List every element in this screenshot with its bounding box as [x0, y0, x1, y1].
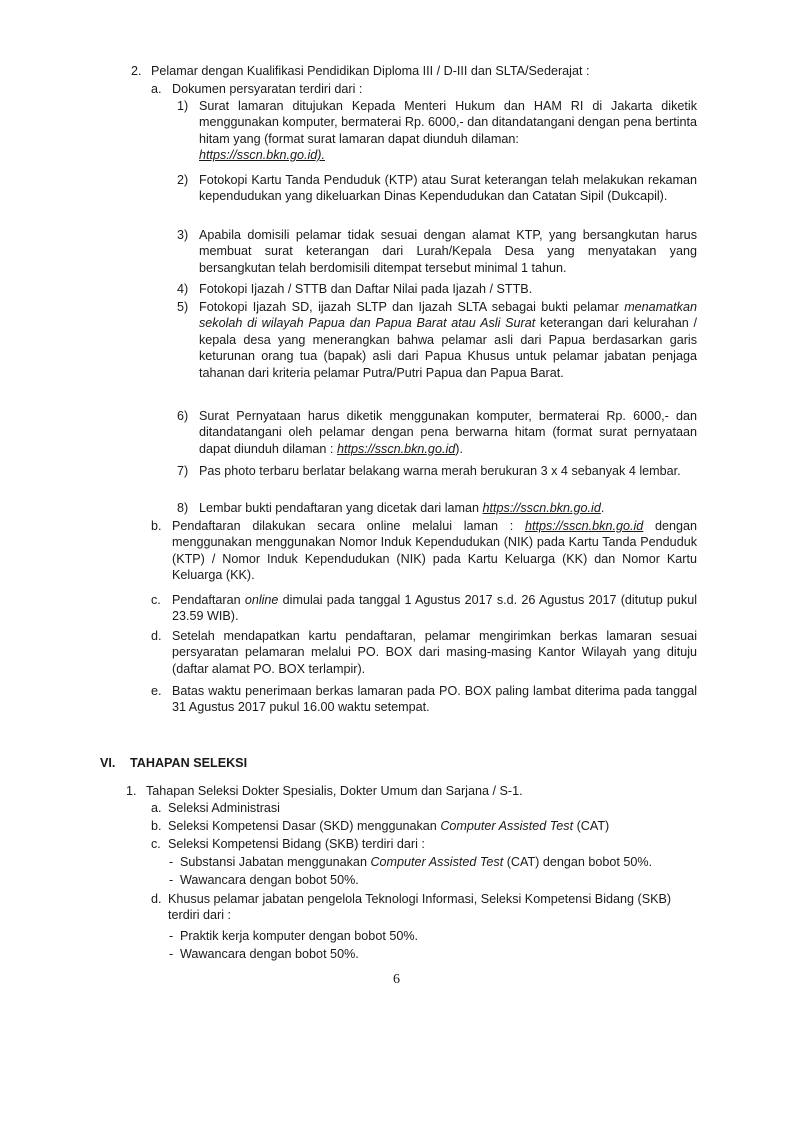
item-2c-marker: c.: [151, 593, 161, 607]
item-2d-text: Setelah mendapatkan kartu pendaftaran, pelamar mengirimkan berkas lamaran sesuai persyaratan pelamaran melalui PO. BOX dari masing-masing Kantor Wilayah yang dituju (daftar alamat PO. BOX terlampir).: [172, 629, 697, 676]
requirement-1-text: Surat lamaran ditujukan Kepada Menteri Hukum dan HAM RI di Jakarta diketik menggunakan komputer, bermaterai Rp. 6000,- dan ditandatangani dengan pena bertinta hitam yang (format surat lamaran dapat diunduh dilaman:: [199, 99, 697, 146]
requirement-5-text-italic: menamatkan sekolah di wilayah Papua dan Papua Barat atau Asli Surat: [199, 300, 697, 331]
requirement-5-number: 5): [177, 300, 189, 314]
stage-1d-sub-2: [169, 946, 729, 962]
stage-1a-marker: a.: [151, 801, 162, 815]
requirement-7-text: Pas photo terbaru berlatar belakang warna merah berukuran 3 x 4 sebanyak 4 lembar.: [199, 464, 681, 478]
stage-1b-text-after: (CAT): [576, 819, 610, 833]
requirement-8-number: 8): [177, 501, 189, 515]
requirement-7: [177, 463, 697, 479]
stage-1d-sub-2-text: Wawancara dengan bobot 50%.: [180, 947, 359, 961]
item-2b-text-after: dengan menggunakan menggunakan Nomor Induk Kependudukan (NIK) pada Kartu Tanda Penduduk (KTP) / Nomor Induk Kependudukan (NIK) pada Kartu Keluarga (KK) dan Nomor Kartu Keluarga (KK).: [172, 519, 698, 583]
page-number: 6: [393, 972, 400, 987]
requirement-5: [177, 299, 697, 381]
stage-1d-sub-1-dash: -: [169, 929, 174, 943]
item-2e: [151, 683, 697, 716]
stage-1a-text: Seleksi Administrasi: [168, 801, 280, 815]
stage-1d-marker: d.: [151, 892, 162, 906]
stage-1b-marker: b.: [151, 819, 162, 833]
item-2d: [151, 628, 697, 677]
item-2b-marker: b.: [151, 519, 162, 533]
requirement-6-tail: ).: [455, 441, 463, 456]
stage-1c: [151, 836, 711, 852]
requirement-1-link[interactable]: https://sscn.bkn.go.id).: [199, 148, 325, 163]
requirement-5-text-before: Fotokopi Ijazah SD, ijazah SLTP dan Ijazah SLTA sebagai bukti pelamar: [199, 300, 619, 314]
requirement-6-number: 6): [177, 409, 189, 423]
requirement-2-text: Fotokopi Kartu Tanda Penduduk (KTP) atau Surat keterangan telah melakukan rekaman kependudukan yang dikeluarkan Dinas Kependudukan dan Catatan Sipil (Dukcapil).: [199, 173, 697, 204]
stage-1d: [151, 891, 691, 924]
selection-stage-1-heading-text: Tahapan Seleksi Dokter Spesialis, Dokter Umum dan Sarjana / S-1.: [146, 784, 523, 798]
requirement-3: [177, 227, 697, 276]
stage-1d-text: Khusus pelamar jabatan pengelola Teknologi Informasi, Seleksi Kompetensi Bidang (SKB) terdiri dari :: [168, 892, 672, 923]
stage-1c-sub-1-text-italic: Computer Assisted Test: [370, 855, 504, 869]
stage-1d-sub-2-dash: -: [169, 947, 174, 961]
stage-1b-text-before: Seleksi Kompetensi Dasar (SKD) menggunakan: [168, 819, 437, 833]
requirement-5-text-after: keterangan dari kelurahan / kepala desa yang menerangkan bahwa pelamar asli dari Papua berdasarkan garis keturunan orang tua (bapak) asli dari Papua Khusus untuk pelamar jabatan penjaga tahanan dari kriteria pelamar Putra/Putri Papua dan Papua Barat.: [199, 316, 698, 380]
requirement-8: [177, 500, 697, 516]
stage-1c-sub-1-text-before: Substansi Jabatan menggunakan: [180, 855, 367, 869]
stage-1d-sub-1-text: Praktik kerja komputer dengan bobot 50%.: [180, 929, 419, 943]
item-2c: [151, 592, 697, 625]
item-2b-link[interactable]: https://sscn.bkn.go.id: [524, 519, 644, 533]
requirement-3-number: 3): [177, 228, 189, 242]
item-2c-text-before: Pendaftaran: [172, 593, 241, 607]
stage-1b: [151, 818, 711, 834]
item-2a-heading-text: Dokumen persyaratan terdiri dari :: [172, 82, 363, 96]
item-2b-text-before: Pendaftaran dilakukan secara online melalui laman :: [172, 519, 514, 533]
section-6-title: TAHAPAN SELEKSI: [130, 756, 248, 770]
item-2c-text-italic: online: [244, 593, 279, 607]
stage-1c-sub-1: [169, 854, 729, 870]
stage-1c-marker: c.: [151, 837, 161, 851]
requirement-1-number: 1): [177, 99, 189, 113]
requirement-4-text: Fotokopi Ijazah / STTB dan Daftar Nilai pada Ijazah / STTB.: [199, 282, 533, 296]
stage-1a: [151, 800, 691, 816]
stage-1c-sub-2: [169, 872, 729, 888]
item-2e-marker: e.: [151, 684, 162, 698]
section-2-heading-text: Pelamar dengan Kualifikasi Pendidikan Diploma III / D-III dan SLTA/Sederajat :: [151, 64, 590, 78]
stage-1d-sub-1: [169, 928, 729, 944]
requirement-4-number: 4): [177, 282, 189, 296]
requirement-8-text: Lembar bukti pendaftaran yang dicetak dari laman: [199, 501, 480, 515]
item-2c-text-after: dimulai pada tanggal 1 Agustus 2017 s.d. 26 Agustus 2017 (ditutup pukul 23.59 WIB).: [172, 593, 698, 624]
requirement-6: [177, 408, 697, 457]
stage-1c-text: Seleksi Kompetensi Bidang (SKB) terdiri dari :: [168, 837, 425, 851]
requirement-2-number: 2): [177, 173, 189, 187]
item-2b: [151, 518, 697, 584]
item-2d-marker: d.: [151, 629, 162, 643]
item-2e-text: Batas waktu penerimaan berkas lamaran pada PO. BOX paling lambat diterima pada tanggal 31 Agustus 2017 pukul 16.00 waktu setempat.: [172, 684, 697, 715]
selection-stage-1-heading: [126, 783, 686, 799]
stage-1c-sub-1-text-after: (CAT) dengan bobot 50%.: [506, 855, 653, 869]
section-2-heading: [131, 63, 691, 79]
stage-1c-sub-1-dash: -: [169, 855, 174, 869]
requirement-2: [177, 172, 697, 205]
stage-1c-sub-2-dash: -: [169, 873, 174, 887]
section-6-number: VI.: [100, 756, 116, 770]
requirement-1: [177, 98, 697, 164]
section-6-heading: [100, 755, 500, 771]
item-2a-heading: [151, 81, 651, 97]
requirement-8-tail: .: [600, 501, 605, 515]
requirement-7-number: 7): [177, 464, 189, 478]
requirement-8-link[interactable]: https://sscn.bkn.go.id: [482, 501, 601, 515]
item-2a-marker: a.: [151, 82, 162, 96]
section-2-number: 2.: [131, 64, 142, 78]
stage-1c-sub-2-text: Wawancara dengan bobot 50%.: [180, 873, 359, 887]
requirement-3-text: Apabila domisili pelamar tidak sesuai dengan alamat KTP, yang bersangkutan harus membuat surat keterangan dari Lurah/Kepala Desa yang menyatakan yang bersangkutan telah berdomisili ditempat tersebut minimal 1 tahun.: [199, 228, 697, 275]
requirement-4: [177, 281, 697, 297]
selection-stage-1-number: 1.: [126, 784, 137, 798]
requirement-6-text: Surat Pernyataan harus diketik menggunakan komputer, bermaterai Rp. 6000,- dan ditandatangani oleh pelamar dengan pena berwarna hitam (format surat pernyataan dapat diunduh dilaman :: [199, 409, 697, 456]
stage-1b-text-italic: Computer Assisted Test: [440, 819, 574, 833]
requirement-6-link[interactable]: https://sscn.bkn.go.id: [336, 441, 456, 456]
